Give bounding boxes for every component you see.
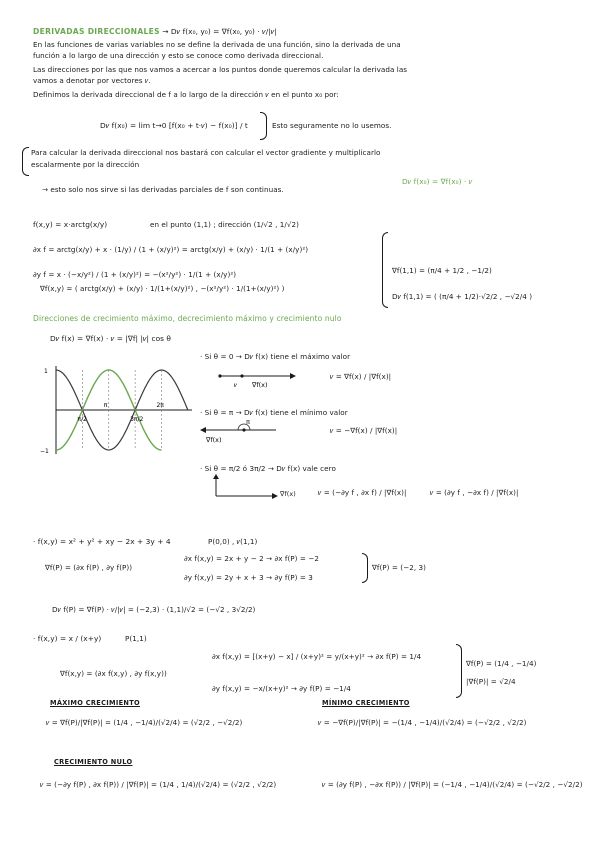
ex3-gradient-norm: |∇f(P)| = √2/4 — [466, 677, 516, 686]
sketch-label-theta: π — [246, 418, 250, 426]
ex2-dx: ∂x f(x,y) = 2x + y − 2 → ∂x f(P) = −2 — [184, 554, 319, 563]
null-growth-title: CRECIMIENTO NULO — [54, 758, 133, 766]
ex2-function: · f(x,y) = x² + y² + xy − 2x + 3y + 4 — [33, 537, 171, 546]
case-min-vectors-sketch — [200, 418, 286, 444]
case-zero-vector-2: 𝑣 = (∂y f , −∂x f) / |∇f(x)| — [430, 488, 519, 497]
ex3-gradient-at-point: ∇f(P) = (1/4 , −1/4) — [466, 659, 537, 668]
ex1-result-bracket — [382, 232, 388, 308]
ex3-point: P(1,1) — [125, 634, 147, 643]
title-formula: → D𝑣 f(x₀, y₀) = ∇f(x₀, y₀) · 𝑣/|𝑣| — [162, 27, 277, 36]
min-growth-title: MÍNIMO CRECIMIENTO — [322, 699, 410, 707]
case-zero-vector-1: 𝑣 = (−∂y f , ∂x f) / |∇f(x)| — [318, 488, 407, 497]
section-title-directions: Direcciones de crecimiento máximo, decrecimiento máximo y crecimiento nulo — [33, 314, 342, 323]
y-tick-label: −1 — [40, 448, 49, 455]
intro-line-3: Las direcciones por las que nos vamos a acercar a los puntos donde queremos calcular la derivada las — [33, 65, 408, 74]
x-tick-label: π/2 — [77, 416, 87, 423]
ex3-function: · f(x,y) = x / (x+y) — [33, 634, 102, 643]
case-zero-vectors-sketch — [210, 474, 290, 506]
origin-dot — [218, 374, 221, 377]
case-zero-grad-label: ∇f(x) — [280, 490, 296, 498]
gradient-bracket — [22, 147, 29, 176]
null-growth-vector-1: 𝑣 = (−∂y f(P) , ∂x f(P)) / |∇f(P)| = (1/4 , 1/4)/(√2/4) = (√2/2 , √2/2) — [40, 780, 277, 789]
case-zero: · Si θ = π/2 ó 3π/2 → D𝑣 f(x) vale cero — [200, 464, 336, 473]
arrow-head — [290, 373, 296, 379]
perp-arrow-head — [213, 474, 219, 479]
ex3-brace — [456, 644, 462, 698]
intro-line-2: función a lo largo de una dirección y esto se conoce como derivada direccional. — [33, 51, 324, 60]
ex1-function: f(x,y) = x·arctg(x/y) — [33, 220, 108, 229]
limit-note: Esto seguramente no lo usemos. — [272, 121, 392, 130]
limit-formula: D𝑣 f(x₀) = lim t→0 [f(x₀ + t·𝑣) − f(x₀)] / t — [100, 121, 248, 130]
null-growth-vector-2: 𝑣 = (∂y f(P) , −∂x f(P)) / |∇f(P)| = (−1/4 , −1/4)/(√2/4) = (−√2/2 , −√2/2) — [322, 780, 583, 789]
ex2-gradient-def: ∇f(P) = (∂x f(P) , ∂y f(P)) — [45, 563, 133, 572]
y-tick-label: 1 — [44, 368, 48, 375]
ex3-gradient-def: ∇f(x,y) = (∂x f(x,y) , ∂y f(x,y)) — [60, 669, 167, 678]
limit-brace — [260, 112, 267, 140]
ex1-point-direction: en el punto (1,1) ; dirección (1/√2 , 1/√2) — [150, 220, 299, 229]
ex1-gradient: ∇f(x,y) = ( arctg(x/y) + (x/y) · 1/(1+(x/y)²) , −(x²/y²) · 1/(1+(x/y)²) ) — [40, 284, 285, 293]
ex1-gradient-at-point: ∇f(1,1) = (π/4 + 1/2 , −1/2) — [392, 266, 492, 275]
max-growth-title: MÁXIMO CRECIMIENTO — [50, 699, 140, 707]
ex3-dy: ∂y f(x,y) = −x/(x+y)² → ∂y f(P) = −1/4 — [212, 684, 351, 693]
cosine-chart — [38, 360, 198, 460]
x-tick-label: 2π — [156, 402, 164, 409]
header-line — [33, 27, 277, 36]
min-growth-vector: 𝑣 = −∇f(P)/|∇f(P)| = −(1/4 , −1/4)/(√2/4) = (−√2/2 , √2/2) — [318, 718, 527, 727]
gradient-line-1: Para calcular la derivada direccional nos bastará con calcular el vector gradiente y multiplicarlo — [31, 148, 381, 157]
case-min-vector: 𝑣 = −∇f(x) / |∇f(x)| — [330, 426, 398, 435]
case-min: · Si θ = π → D𝑣 f(x) tiene el mínimo valor — [200, 408, 348, 417]
sketch-label-grad: ∇f(x) — [252, 381, 268, 389]
ex1-dy: ∂y f = x · (−x/y²) / (1 + (x/y)²) = −(x²/y²) · 1/(1 + (x/y)²) — [33, 270, 237, 279]
case-max-vectors-sketch — [212, 366, 298, 390]
gradient-note: → esto solo nos sirve si las derivadas parciales de f son continuas. — [42, 185, 284, 194]
tip-dot — [240, 374, 243, 377]
ex1-directional-derivative: D𝑣 f(1,1) = ( (π/4 + 1/2)·√2/2 , −√2/4 ) — [392, 292, 533, 301]
x-tick-label: π — [103, 402, 108, 409]
ex2-point-direction: P(0,0) , 𝑣(1,1) — [208, 537, 258, 546]
origin-dot — [242, 428, 245, 431]
case-max: · Si θ = 0 → D𝑣 f(x) tiene el máximo valor — [200, 352, 351, 361]
case-max-vector: 𝑣 = ∇f(x) / |∇f(x)| — [330, 372, 392, 381]
intro-line-4: vamos a denotar por vectores 𝑣. — [33, 76, 151, 85]
intro-line-1: En las funciones de varias variables no se define la derivada de una función, sino la derivada de una — [33, 40, 401, 49]
ex2-dy: ∂y f(x,y) = 2y + x + 3 → ∂y f(P) = 3 — [184, 573, 313, 582]
ex2-brace — [362, 553, 368, 583]
max-growth-vector: 𝑣 = ∇f(P)/|∇f(P)| = (1/4 , −1/4)/(√2/4) = (√2/2 , −√2/2) — [46, 718, 243, 727]
directions-formula: D𝑣 f(x) = ∇f(x) · 𝑣 = |∇f| |𝑣| cos θ — [50, 334, 172, 343]
gradient-formula: D𝑣 f(x₀) = ∇f(x₀) · 𝑣 — [402, 177, 473, 186]
ex2-directional-derivative: D𝑣 f(P) = ∇f(P) · 𝑣/|𝑣| = (−2,3) · (1,1)/√2 = (−√2 , 3√2/2) — [52, 605, 256, 614]
grad-arrow-head — [272, 493, 278, 499]
arrow-head — [200, 427, 206, 433]
x-tick-label: 3π/2 — [130, 416, 144, 423]
intro-line-5: Definimos la derivada direccional de f a lo largo de la dirección 𝑣 en el punto x₀ por: — [33, 90, 339, 99]
gradient-line-2: escalarmente por la dirección — [31, 160, 140, 169]
ex2-gradient-at-point: ∇f(P) = (−2, 3) — [372, 563, 426, 572]
sketch-label-v: 𝑣 — [234, 381, 238, 389]
ex1-dx: ∂x f = arctg(x/y) + x · (1/y) / (1 + (x/y)²) = arctg(x/y) + (x/y) · 1/(1 + (x/y)²) — [33, 245, 309, 254]
ex3-dx: ∂x f(x,y) = [(x+y) − x] / (x+y)² = y/(x+y)² → ∂x f(P) = 1/4 — [212, 652, 422, 661]
sketch-label-grad: ∇f(x) — [206, 436, 222, 444]
page-title: DERIVADAS DIRECCIONALES — [33, 27, 160, 36]
